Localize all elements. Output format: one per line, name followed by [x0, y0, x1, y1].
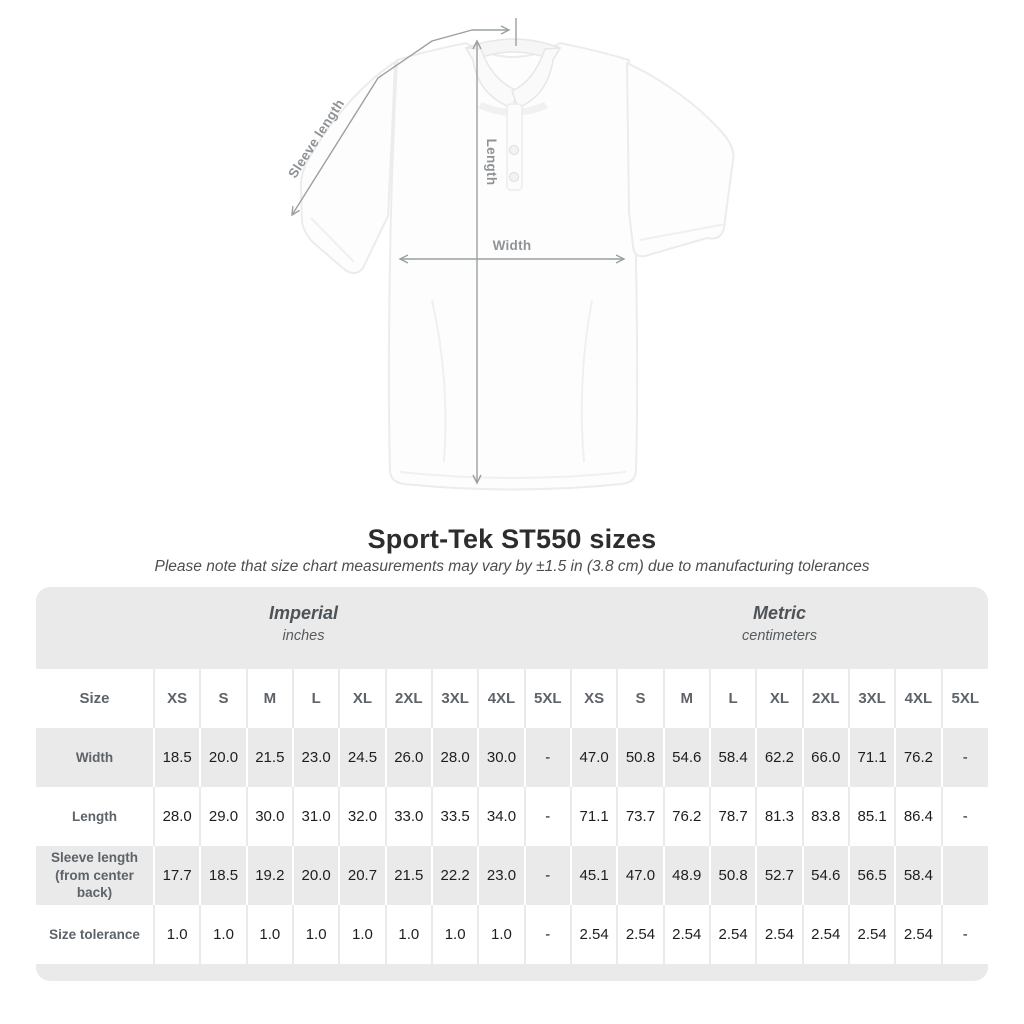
column-header-metric-xl: XL	[756, 669, 802, 728]
column-header-metric-4xl: 4XL	[895, 669, 941, 728]
table-row-sleeve-length	[36, 846, 988, 905]
button	[510, 146, 519, 155]
column-header-metric-m: M	[664, 669, 710, 728]
sleeve-length-label: Sleeve length	[285, 96, 348, 181]
size-chart	[36, 587, 988, 981]
size-value-cell: 62.2	[756, 728, 802, 787]
column-header-metric-s: S	[617, 669, 663, 728]
size-value-cell: 23.0	[478, 846, 524, 905]
size-value-cell: 45.1	[571, 846, 617, 905]
imperial-section-title: Imperial	[268, 603, 339, 623]
size-value-cell: 33.5	[432, 787, 478, 846]
size-value-cell: 30.0	[247, 787, 293, 846]
size-value-cell: 2.54	[849, 905, 895, 964]
size-value-cell: 1.0	[154, 905, 200, 964]
column-header-imperial-xs: XS	[154, 669, 200, 728]
size-value-cell: 78.7	[710, 787, 756, 846]
size-value-cell: 26.0	[386, 728, 432, 787]
table-row-size-tolerance	[36, 905, 988, 964]
size-value-cell: 19.2	[247, 846, 293, 905]
size-value-cell: -	[525, 846, 571, 905]
size-value-cell: 1.0	[247, 905, 293, 964]
row-label	[36, 728, 154, 787]
imperial-section-header	[36, 587, 571, 669]
size-value-cell: 32.0	[339, 787, 385, 846]
size-value-cell: 20.0	[200, 728, 246, 787]
metric-section-header	[571, 587, 988, 669]
size-value-cell: -	[942, 787, 988, 846]
size-value-cell: 52.7	[756, 846, 802, 905]
size-value-cell: 54.6	[803, 846, 849, 905]
size-value-cell: 2.54	[710, 905, 756, 964]
row-label	[36, 905, 154, 964]
size-value-cell: 58.4	[710, 728, 756, 787]
metric-section-title: Metric	[752, 603, 806, 623]
column-header-imperial-3xl: 3XL	[432, 669, 478, 728]
size-value-cell: 50.8	[710, 846, 756, 905]
row-label-text: Sleeve length	[50, 850, 139, 866]
row-label-text: Size tolerance	[49, 926, 140, 942]
size-value-cell: 76.2	[895, 728, 941, 787]
size-value-cell: 54.6	[664, 728, 710, 787]
row-label	[36, 787, 154, 846]
size-value-cell: 2.54	[895, 905, 941, 964]
size-value-cell: 48.9	[664, 846, 710, 905]
size-value-cell: 1.0	[339, 905, 385, 964]
size-value-cell: 18.5	[154, 728, 200, 787]
size-value-cell: 31.0	[293, 787, 339, 846]
size-value-cell: 17.7	[154, 846, 200, 905]
column-header-metric-3xl: 3XL	[849, 669, 895, 728]
size-value-cell: 1.0	[200, 905, 246, 964]
size-value-cell: 33.0	[386, 787, 432, 846]
button	[510, 173, 519, 182]
size-value-cell: 22.2	[432, 846, 478, 905]
size-value-cell: 83.8	[803, 787, 849, 846]
length-label: Length	[484, 138, 499, 186]
size-value-cell: 2.54	[617, 905, 663, 964]
table-row-length	[36, 787, 988, 846]
column-header-row	[36, 669, 988, 728]
size-value-cell: 2.54	[571, 905, 617, 964]
size-value-cell	[942, 846, 988, 905]
size-value-cell: 1.0	[432, 905, 478, 964]
units-header-band	[36, 587, 988, 669]
shirt-left-sleeve	[301, 62, 395, 273]
size-value-cell: 76.2	[664, 787, 710, 846]
size-value-cell: 81.3	[756, 787, 802, 846]
size-value-cell: 86.4	[895, 787, 941, 846]
size-value-cell: 58.4	[895, 846, 941, 905]
row-sublabel-text: (from center back)	[55, 867, 134, 901]
column-header-size: Size	[79, 690, 110, 707]
column-header-imperial-5xl: 5XL	[525, 669, 571, 728]
column-header-imperial-s: S	[200, 669, 246, 728]
column-header-metric-2xl: 2XL	[803, 669, 849, 728]
shirt-right-sleeve	[627, 63, 733, 256]
table-footer-band	[36, 964, 988, 981]
table-row-width	[36, 728, 988, 787]
size-value-cell: 47.0	[617, 846, 663, 905]
metric-section-unit: centimeters	[742, 628, 817, 644]
column-header-metric-l: L	[710, 669, 756, 728]
size-value-cell: 21.5	[386, 846, 432, 905]
size-value-cell: 2.54	[803, 905, 849, 964]
row-label-text: Length	[72, 808, 117, 824]
size-value-cell: -	[942, 905, 988, 964]
size-value-cell: -	[525, 787, 571, 846]
size-value-cell: 71.1	[849, 728, 895, 787]
size-value-cell: 2.54	[756, 905, 802, 964]
size-value-cell: 73.7	[617, 787, 663, 846]
size-value-cell: 20.7	[339, 846, 385, 905]
size-value-cell: 20.0	[293, 846, 339, 905]
size-value-cell: 50.8	[617, 728, 663, 787]
size-value-cell: 28.0	[154, 787, 200, 846]
size-value-cell: 1.0	[386, 905, 432, 964]
size-value-cell: 85.1	[849, 787, 895, 846]
size-value-cell: 21.5	[247, 728, 293, 787]
size-value-cell: 56.5	[849, 846, 895, 905]
size-value-cell: 23.0	[293, 728, 339, 787]
size-value-cell: 1.0	[478, 905, 524, 964]
size-value-cell: 2.54	[664, 905, 710, 964]
size-value-cell: -	[525, 728, 571, 787]
column-header-metric-xs: XS	[571, 669, 617, 728]
imperial-section-unit: inches	[282, 628, 325, 644]
row-label	[36, 846, 154, 905]
size-value-cell: 29.0	[200, 787, 246, 846]
size-value-cell: -	[942, 728, 988, 787]
size-chart-table	[36, 669, 988, 964]
column-header-imperial-m: M	[247, 669, 293, 728]
column-header-imperial-2xl: 2XL	[386, 669, 432, 728]
size-value-cell: 28.0	[432, 728, 478, 787]
column-header-imperial-xl: XL	[339, 669, 385, 728]
column-header-imperial-l: L	[293, 669, 339, 728]
size-value-cell: 47.0	[571, 728, 617, 787]
size-value-cell: 66.0	[803, 728, 849, 787]
size-value-cell: 71.1	[571, 787, 617, 846]
size-value-cell: 24.5	[339, 728, 385, 787]
row-label-text: Width	[75, 749, 114, 765]
size-value-cell: -	[525, 905, 571, 964]
size-value-cell: 30.0	[478, 728, 524, 787]
column-header-imperial-4xl: 4XL	[478, 669, 524, 728]
size-value-cell: 1.0	[293, 905, 339, 964]
size-value-cell: 18.5	[200, 846, 246, 905]
polo-shirt	[301, 39, 734, 490]
width-label: Width	[492, 238, 532, 253]
tolerance-note: Please note that size chart measurements may vary by ±1.5 in (3.8 cm) due to manufacturing tolerances	[154, 558, 870, 575]
size-value-cell: 34.0	[478, 787, 524, 846]
page-title: Sport-Tek ST550 sizes	[367, 524, 657, 554]
column-header-metric-5xl: 5XL	[942, 669, 988, 728]
